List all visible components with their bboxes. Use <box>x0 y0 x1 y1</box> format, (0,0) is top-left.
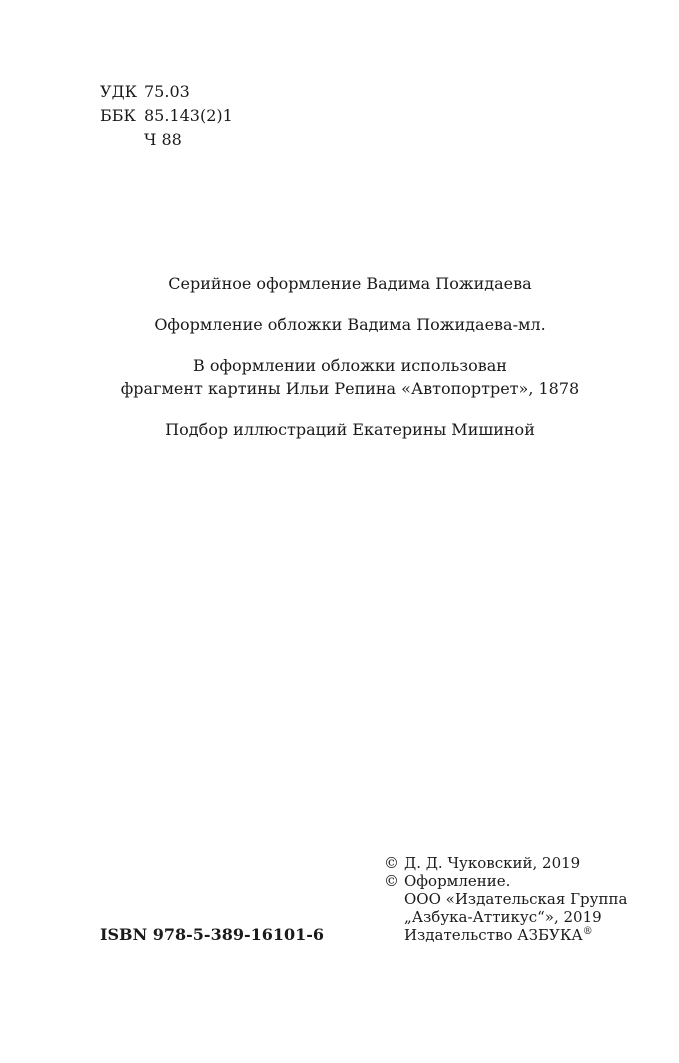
isbn-number: ISBN 978-5-389-16101-6 <box>100 925 325 944</box>
copyright-row <box>384 854 627 872</box>
udk-value: 75.03 <box>144 82 190 101</box>
author-sign-row <box>100 128 233 152</box>
credit-line: Серийное оформление Вадима Пожидаева <box>168 274 532 293</box>
copyright-symbol <box>384 908 404 926</box>
copyright-block <box>384 854 627 944</box>
credit-line: фрагмент картины Ильи Репина «Автопортрет», 1878 <box>120 379 580 398</box>
copyright-text <box>404 926 593 944</box>
udk-row <box>100 80 233 104</box>
cover-painting-credit <box>40 354 660 400</box>
author-sign-value: Ч 88 <box>144 130 182 149</box>
series-design-credit <box>40 272 660 295</box>
credit-line: Подбор иллюстраций Екатерины Мишиной <box>165 420 535 439</box>
illustrations-credit <box>40 418 660 441</box>
copyright-text: Оформление. <box>404 872 511 890</box>
author-sign-code <box>100 128 144 152</box>
copyright-symbol: © <box>384 872 399 890</box>
copyright-symbol <box>384 926 404 944</box>
copyright-row <box>384 890 627 908</box>
classification-block <box>100 80 233 152</box>
bbk-code: ББК <box>100 106 136 125</box>
copyright-text: Д. Д. Чуковский, 2019 <box>404 854 581 872</box>
udk-code: УДК <box>100 82 137 101</box>
copyright-text: ООО «Издательская Группа <box>404 890 628 908</box>
copyright-row <box>384 908 627 926</box>
copyright-symbol: © <box>384 854 399 872</box>
bbk-row <box>100 104 233 128</box>
design-credits <box>40 272 660 459</box>
copyright-symbol <box>384 890 404 908</box>
copyright-row <box>384 872 627 890</box>
publisher-name: Издательство АЗБУКА <box>404 926 583 944</box>
cover-design-credit <box>40 313 660 336</box>
credit-line: В оформлении обложки использован <box>193 356 507 375</box>
registered-mark: ® <box>582 926 593 937</box>
copyright-row <box>384 926 627 944</box>
bbk-value: 85.143(2)1 <box>144 106 233 125</box>
credit-line: Оформление обложки Вадима Пожидаева-мл. <box>154 315 546 334</box>
copyright-text: „Азбука-Аттикус“», 2019 <box>404 908 602 926</box>
